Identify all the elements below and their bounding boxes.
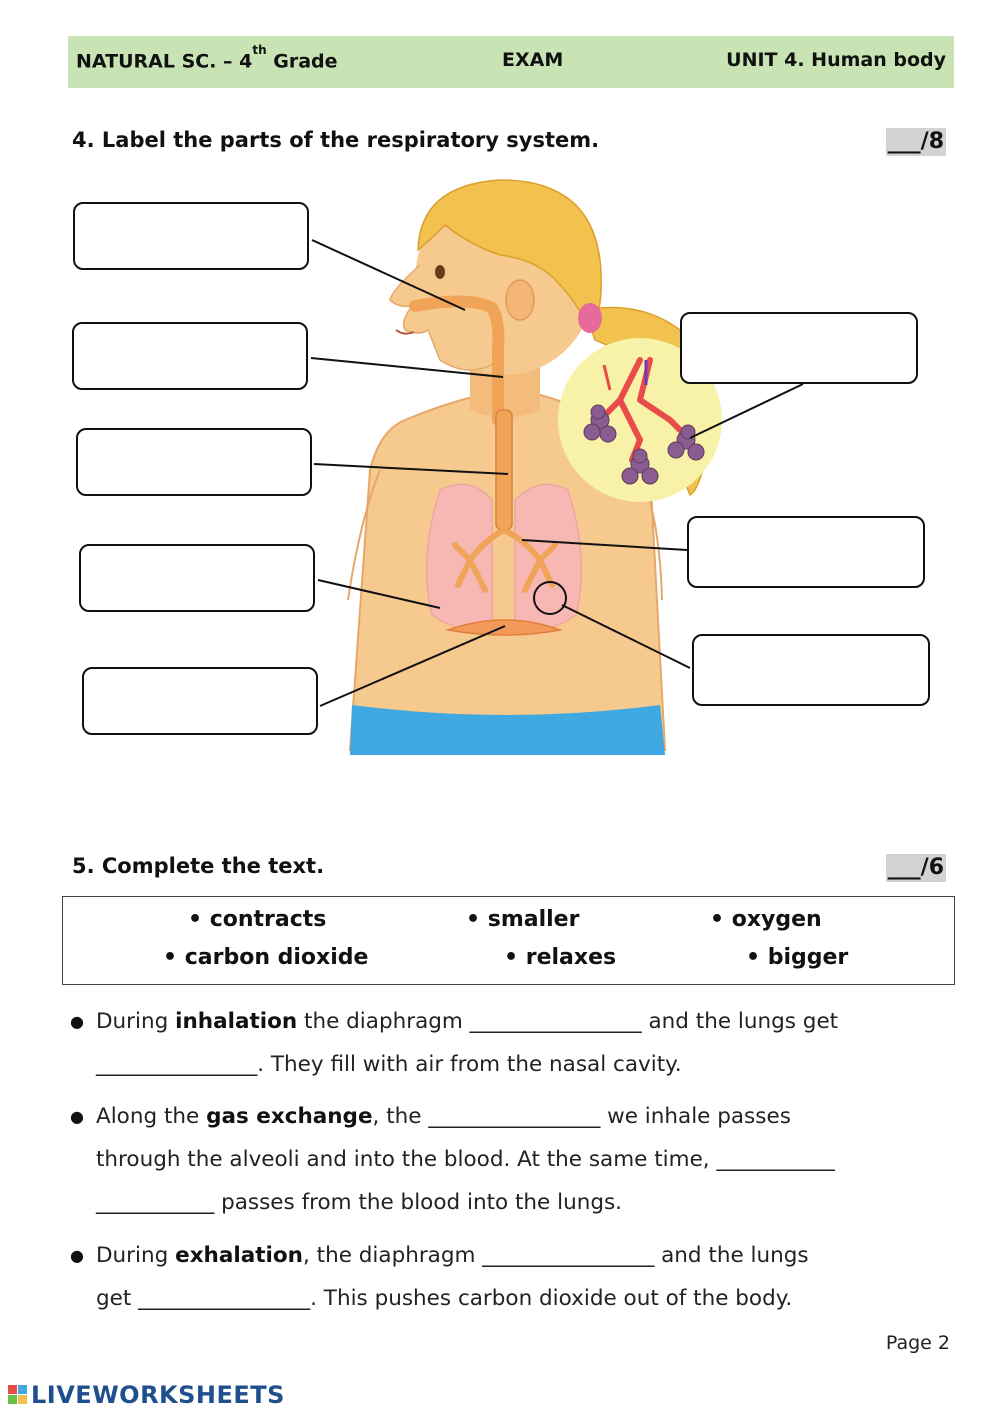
word-bank (62, 896, 955, 985)
label-box-diaphragm[interactable] (82, 667, 318, 735)
label-box-nasal-cavity[interactable] (73, 202, 309, 270)
label-box-trachea[interactable] (76, 428, 312, 496)
header-unit: UNIT 4. Human body (726, 49, 946, 71)
word-bank-item: • oxygen (710, 907, 822, 932)
label-box-lungs[interactable] (79, 544, 315, 612)
brand-name: LIVEWORKSHEETS (31, 1381, 285, 1409)
bullet-dot: ● (70, 1246, 84, 1265)
word-bank-item: • relaxes (504, 945, 617, 970)
word-bank-item: • smaller (466, 907, 580, 932)
worksheet-header (68, 36, 954, 88)
question-4-score: ___/8 (887, 129, 944, 154)
label-box-pharynx[interactable] (72, 322, 308, 390)
respiratory-diagram (0, 170, 1000, 770)
paragraph-gas-exchange: Along the gas exchange, the ________________ we inhale passes through the alveoli and into the blood. At the same time, ___________ ___________ passes from the blood into the lungs. (96, 1104, 835, 1215)
header-subject: NATURAL SC. – 4th Grade (76, 43, 338, 73)
paragraph-inhalation: During inhalation the diaphragm ________________ and the lungs get _______________. They fill with air from the nasal cavity. (96, 1009, 839, 1077)
bullet-dot: ● (70, 1107, 84, 1126)
label-box-alveoli[interactable] (680, 312, 918, 384)
paragraph-exhalation: During exhalation, the diaphragm ________________ and the lungs get ________________. This pushes carbon dioxide out of the body. (96, 1243, 809, 1311)
bullet-dot: ● (70, 1012, 84, 1031)
word-bank-item: • carbon dioxide (163, 945, 369, 970)
label-box-bronchioles[interactable] (692, 634, 930, 706)
page-number: Page 2 (885, 1332, 950, 1354)
header-exam: EXAM (502, 49, 564, 71)
question-4-title: 4. Label the parts of the respiratory system. (72, 128, 600, 152)
word-bank-item: • bigger (746, 945, 849, 970)
liveworksheets-logo[interactable] (8, 1380, 285, 1410)
word-bank-item: • contracts (188, 907, 327, 932)
question-5-score: ___/6 (887, 855, 944, 880)
label-box-bronchi[interactable] (687, 516, 925, 588)
liveworksheets-logo-icon (8, 1385, 28, 1405)
question-5-title: 5. Complete the text. (72, 854, 325, 878)
